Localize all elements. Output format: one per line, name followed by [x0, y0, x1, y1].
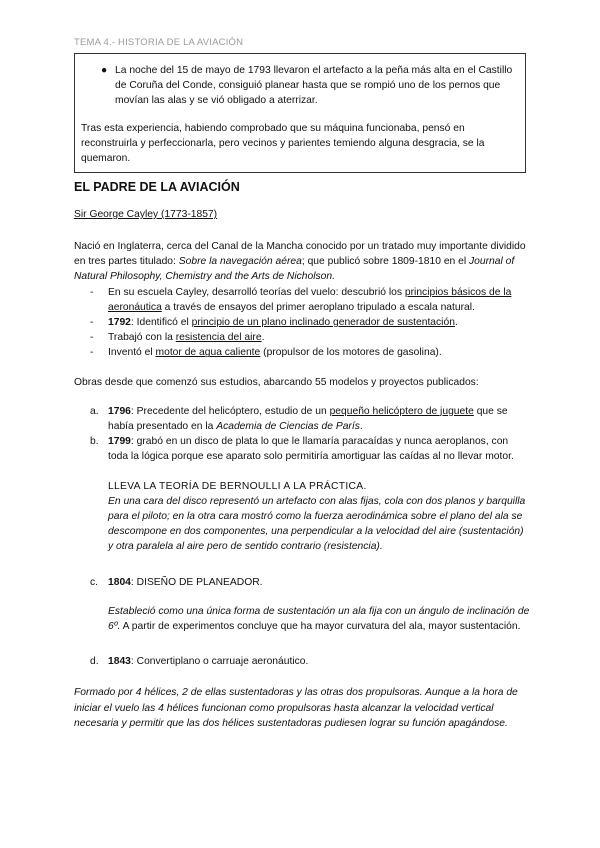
dash-underline: principios básicos de la aeronáutica [108, 286, 512, 313]
dash-text: a través de ensayos del primer aeroplano tripulado a escala natural. [161, 301, 475, 313]
dash-underline: resistencia del aire [175, 332, 262, 344]
closing-italic: Formado por 4 hélices, 2 de ellas sustentadoras y las otras dos propulsoras. Aunque a la hora de iniciar el vuelo las 4 hélices funcionan como propulsoras hasta alcanzar la velocidad vertical necesaria y permitir que las dos hélices sustentadoras pudiesen lograr su función apagándose. [74, 687, 518, 729]
dash-text: En su escuela Cayley, desarrolló teorías del vuelo: descubrió los [108, 286, 405, 298]
dash-text: Inventó el [108, 347, 156, 359]
glider-normal: A partir de experimentos concluye que ha mayor curvatura del ala, mayor sustentación. [120, 621, 521, 633]
list-letter: d. [90, 656, 99, 668]
work-item-a [74, 404, 530, 434]
work-italic: Academia de Ciencias de París [216, 421, 360, 433]
info-box [74, 53, 526, 173]
dash-text: . [261, 332, 265, 344]
bernoulli-italic: En una cara del disco representó un artefacto con alas fijas, cola con dos planos y barquilla para el piloto; en la otra cara mostró como la fuerza aerodinámica sobre el plano del ala se descompone en dos componentes, una perpendicular a la velocidad del aire (sustentación) y otra paralela al aire pero de sentido contrario (resistencia). [108, 495, 526, 553]
dash-text: Trabajó con la [108, 332, 176, 344]
bernoulli-title: LLEVA LA TEORÍA DE BERNOULLI A LA PRÁCTICA. [108, 480, 367, 492]
bernoulli-text [74, 494, 530, 555]
section-subtitle: Sir George Cayley (1773-1857) [74, 209, 218, 220]
work-text: : Precedente del helicóptero, estudio de un [130, 405, 330, 417]
dash-icon: - [90, 347, 94, 359]
work-year: 1804 [108, 576, 131, 588]
dash-year: 1792 [108, 317, 131, 329]
work-text: que se había presentado en la [108, 405, 508, 433]
dash-underline: motor de agua caliente [155, 347, 261, 359]
dash-underline: principio de un plano inclinado generador de sustentación [191, 317, 455, 329]
work-year: 1796 [108, 405, 131, 417]
work-text: : DISEÑO DE PLANEADOR. [130, 576, 263, 588]
intro-journal-italic: Journal of Natural Philosophy, Chemistry and the Arts de Nicholson. [74, 256, 515, 283]
glider-italic: Estableció como una única forma de sustentación un ala fija con un ángulo de inclinación de 6º. [108, 605, 530, 633]
work-item-d [74, 654, 530, 669]
bullet-icon: ● [101, 65, 108, 76]
dash-item-2 [74, 315, 530, 330]
work-text: : grabó en un disco de plata lo que le llamaría paracaídas y nunca aeroplanos, con toda la lógica porque ese aparato solo permitiría amortiguar las caídas al no llevar motor. [108, 436, 514, 463]
work-text: : Convertiplano o carruaje aeronáutico. [130, 656, 309, 668]
list-letter: c. [90, 576, 99, 588]
work-underline: pequeño helicóptero de juguete [329, 405, 474, 417]
dash-item-1 [74, 285, 530, 315]
closing-paragraph [74, 685, 530, 731]
dash-icon: - [90, 286, 94, 298]
glider-text [74, 604, 530, 634]
dash-text: . [454, 317, 458, 329]
box-paragraph: Tras esta experiencia, habiendo comprobado que su máquina funcionaba, pensó en reconstruirla y perfeccionarla, pero vecinos y parientes temiendo alguna desgracia, se la quemaron. [81, 123, 485, 164]
work-item-c [74, 575, 530, 590]
dash-text: : Identificó el [130, 317, 192, 329]
section-title: EL PADRE DE LA AVIACIÓN [74, 180, 240, 194]
work-year: 1843 [108, 656, 131, 668]
main-content [74, 239, 530, 731]
work-text: . [359, 421, 363, 433]
box-bullet-item [81, 63, 521, 108]
intro-paragraph [74, 239, 530, 285]
intro-text-2: ; que publicó sobre 1809-1810 en el [301, 256, 470, 268]
box-bullet-text: La noche del 15 de mayo de 1793 llevaron el artefacto a la peña más alta en el Castillo de Coruña del Conde, consiguió planear hasta que se rompió uno de los pernos que movían las alas y se vió obligado a aterrizar. [115, 65, 513, 106]
list-letter: b. [90, 436, 99, 448]
list-letter: a. [90, 405, 99, 417]
intro-text-1: Nació en Inglaterra, cerca del Canal de la Mancha conocido por un tratado muy importante dividido en tres partes titulado: [74, 241, 526, 268]
obras-paragraph: Obras desde que comenzó sus estudios, abarcando 55 modelos y proyectos publicados: [74, 376, 479, 388]
page-header: TEMA 4.- HISTORIA DE LA AVIACIÓN [74, 37, 244, 48]
dash-icon: - [90, 317, 94, 329]
dash-item-3 [74, 330, 530, 345]
dash-text: (propulsor de los motores de gasolina). [260, 347, 442, 359]
dash-icon: - [90, 332, 94, 344]
work-item-b [74, 434, 530, 464]
works-list [74, 404, 530, 670]
work-year: 1799 [108, 436, 131, 448]
dash-item-4 [74, 345, 530, 360]
intro-title-italic: Sobre la navegación aérea [178, 256, 302, 268]
